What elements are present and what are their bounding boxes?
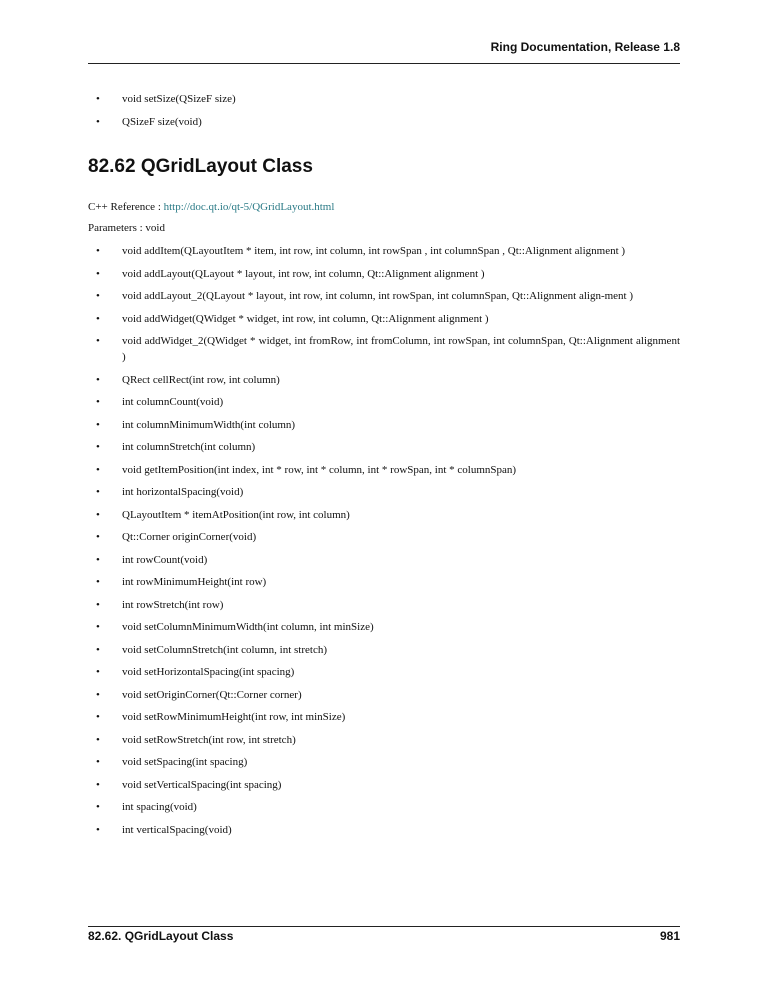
bullet-icon: • — [96, 756, 100, 768]
list-item — [96, 664, 680, 680]
method-signature: int rowCount(void) — [122, 553, 208, 566]
method-signature: void setOriginCorner(Qt::Corner corner) — [122, 688, 302, 701]
method-signature: void setHorizontalSpacing(int spacing) — [122, 666, 295, 678]
reference-line — [88, 201, 334, 213]
bullet-icon: • — [96, 531, 100, 543]
bullet-icon: • — [96, 823, 100, 836]
bullet-icon: • — [96, 441, 100, 453]
method-signature: void setColumnStretch(int column, int stretch) — [122, 643, 327, 656]
method-list — [96, 243, 680, 844]
method-signature: int horizontalSpacing(void) — [122, 486, 244, 498]
bullet-icon: • — [96, 643, 100, 656]
list-item — [96, 484, 680, 500]
list-item — [96, 288, 680, 304]
method-signature: void setRowStretch(int row, int stretch) — [122, 733, 296, 746]
method-signature: QSizeF size(void) — [122, 115, 202, 128]
page-number: 981 — [659, 929, 680, 943]
method-signature: int spacing(void) — [122, 801, 197, 813]
list-item — [96, 462, 680, 478]
method-signature: void setSpacing(int spacing) — [122, 756, 248, 768]
method-signature: void setSize(QSizeF size) — [122, 93, 236, 105]
list-item — [96, 439, 680, 455]
method-signature: void getItemPosition(int index, int * row, int * column, int * rowSpan, int * columnSpan) — [122, 463, 517, 476]
method-signature: int verticalSpacing(void) — [122, 823, 232, 836]
bullet-icon: • — [96, 576, 100, 588]
bullet-icon: • — [96, 711, 100, 723]
list-item — [96, 732, 680, 748]
method-signature: int rowStretch(int row) — [122, 598, 224, 611]
bullet-icon: • — [96, 463, 100, 476]
method-signature: Qt::Corner originCorner(void) — [122, 531, 257, 543]
bullet-icon: • — [96, 267, 100, 280]
method-signature: int rowMinimumHeight(int row) — [122, 576, 267, 588]
reference-label: C++ Reference : — [88, 201, 164, 213]
list-item — [96, 529, 680, 545]
bullet-icon: • — [96, 93, 100, 105]
intro-method-list — [96, 91, 680, 136]
reference-link[interactable]: http://doc.qt.io/qt-5/QGridLayout.html — [163, 201, 335, 213]
bullet-icon: • — [96, 688, 100, 701]
list-item — [96, 822, 680, 838]
method-signature: int columnCount(void) — [122, 396, 224, 408]
list-item — [96, 311, 680, 327]
list-item — [96, 619, 680, 635]
method-signature: QLayoutItem * itemAtPosition(int row, int column) — [122, 508, 350, 521]
method-signature: void addLayout(QLayout * layout, int row, int column, Qt::Alignment alignment ) — [122, 267, 485, 280]
bullet-icon: • — [96, 733, 100, 746]
footer-rule — [88, 926, 680, 927]
bullet-icon: • — [96, 778, 100, 791]
method-signature: int columnMinimumWidth(int column) — [122, 418, 296, 431]
bullet-icon: • — [96, 801, 100, 813]
list-item — [96, 507, 680, 523]
method-signature: void addWidget(QWidget * widget, int row, int column, Qt::Alignment alignment ) — [122, 312, 489, 325]
running-header: Ring Documentation, Release 1.8 — [490, 40, 680, 54]
list-item — [96, 333, 680, 365]
bullet-icon: • — [96, 245, 100, 257]
list-item — [96, 687, 680, 703]
method-signature: void addLayout_2(QLayout * layout, int row, int column, int rowSpan, int columnSpan, Qt::Alignment align-ment ) — [122, 290, 634, 302]
header-rule — [88, 63, 680, 64]
bullet-icon: • — [96, 486, 100, 498]
list-item — [96, 574, 680, 590]
list-item — [96, 114, 680, 130]
bullet-icon: • — [96, 290, 100, 302]
method-signature: void setRowMinimumHeight(int row, int minSize) — [122, 711, 346, 723]
method-signature: QRect cellRect(int row, int column) — [122, 373, 280, 386]
list-item — [96, 777, 680, 793]
bullet-icon: • — [96, 396, 100, 408]
list-item — [96, 552, 680, 568]
list-item — [96, 597, 680, 613]
section-title: 82.62 QGridLayout Class — [88, 156, 313, 177]
footer-section-label: 82.62. QGridLayout Class — [88, 929, 234, 943]
bullet-icon: • — [96, 553, 100, 566]
bullet-icon: • — [96, 418, 100, 431]
list-item — [96, 417, 680, 433]
bullet-icon: • — [96, 115, 100, 128]
method-signature: void addWidget_2(QWidget * widget, int fromRow, int fromColumn, int rowSpan, int columnSpan, Qt::Alignment alignment ) — [122, 335, 680, 363]
bullet-icon: • — [96, 666, 100, 678]
list-item — [96, 266, 680, 282]
list-item — [96, 91, 680, 107]
parameters-line: Parameters : void — [88, 222, 165, 234]
method-signature: void setVerticalSpacing(int spacing) — [122, 778, 282, 791]
bullet-icon: • — [96, 508, 100, 521]
bullet-icon: • — [96, 621, 100, 633]
list-item — [96, 799, 680, 815]
list-item — [96, 243, 680, 259]
bullet-icon: • — [96, 373, 100, 386]
bullet-icon: • — [96, 312, 100, 325]
bullet-icon: • — [96, 598, 100, 611]
list-item — [96, 394, 680, 410]
method-signature: int columnStretch(int column) — [122, 441, 256, 453]
bullet-icon: • — [96, 335, 100, 347]
list-item — [96, 754, 680, 770]
method-signature: void setColumnMinimumWidth(int column, int minSize) — [122, 621, 374, 633]
list-item — [96, 372, 680, 388]
method-signature: void addItem(QLayoutItem * item, int row, int column, int rowSpan , int columnSpan , Qt::Alignment alignment ) — [122, 245, 626, 257]
list-item — [96, 709, 680, 725]
list-item — [96, 642, 680, 658]
